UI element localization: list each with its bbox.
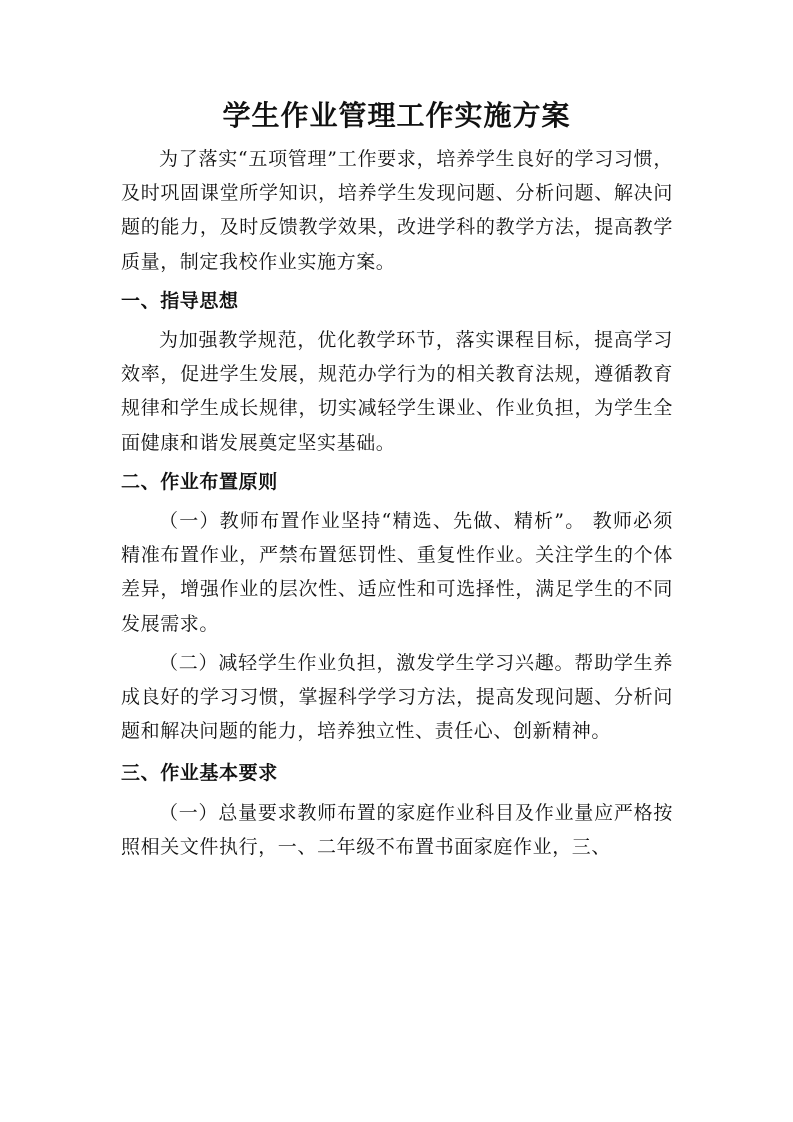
intro-paragraph: 为了落实“五项管理”工作要求，培养学生良好的学习习惯，及时巩固课堂所学知识，培养学生发现问题、分析问题、解决问题的能力，及时反馈教学效果，改进学科的教学方法，提高教学质量，制定我校作业实施方案。 xyxy=(121,148,673,273)
section-paragraph: （一）总量要求教师布置的家庭作业科目及作业量应严格按照相关文件执行，一、二年级不布置书面家庭作业，三、 xyxy=(121,801,673,858)
document-title: 学生作业管理工作实施方案 xyxy=(222,99,571,132)
section-paragraph: （一）教师布置作业坚持“精选、先做、精析”。 教师必须精准布置作业，严禁布置惩罚性、重复性作业。关注学生的个体差异，增强作业的层次性、适应性和可选择性，满足学生的不同发展需求。 xyxy=(121,510,673,635)
section-paragraph: （二）减轻学生作业负担，激发学生学习兴趣。帮助学生养成良好的学习习惯，掌握科学学习方法，提高发现问题、分析问题和解决问题的能力，培养独立性、责任心、创新精神。 xyxy=(121,651,673,743)
section-guiding-ideology xyxy=(121,284,673,460)
section-paragraph: 为加强教学规范，优化教学环节，落实课程目标，提高学习效率，促进学生发展，规范办学行为的相关教育法规，遵循教育规律和学生成长规律，切实减轻学生课业、作业负担，为学生全面健康和谐发展奠定坚实基础。 xyxy=(121,329,673,454)
section-heading: 二、作业布置原则 xyxy=(121,470,278,493)
document-body xyxy=(121,142,673,864)
section-basic-requirements xyxy=(121,756,673,864)
section-heading: 一、指导思想 xyxy=(121,289,239,312)
section-assignment-principles xyxy=(121,465,673,749)
section-heading: 三、作业基本要求 xyxy=(121,762,278,785)
